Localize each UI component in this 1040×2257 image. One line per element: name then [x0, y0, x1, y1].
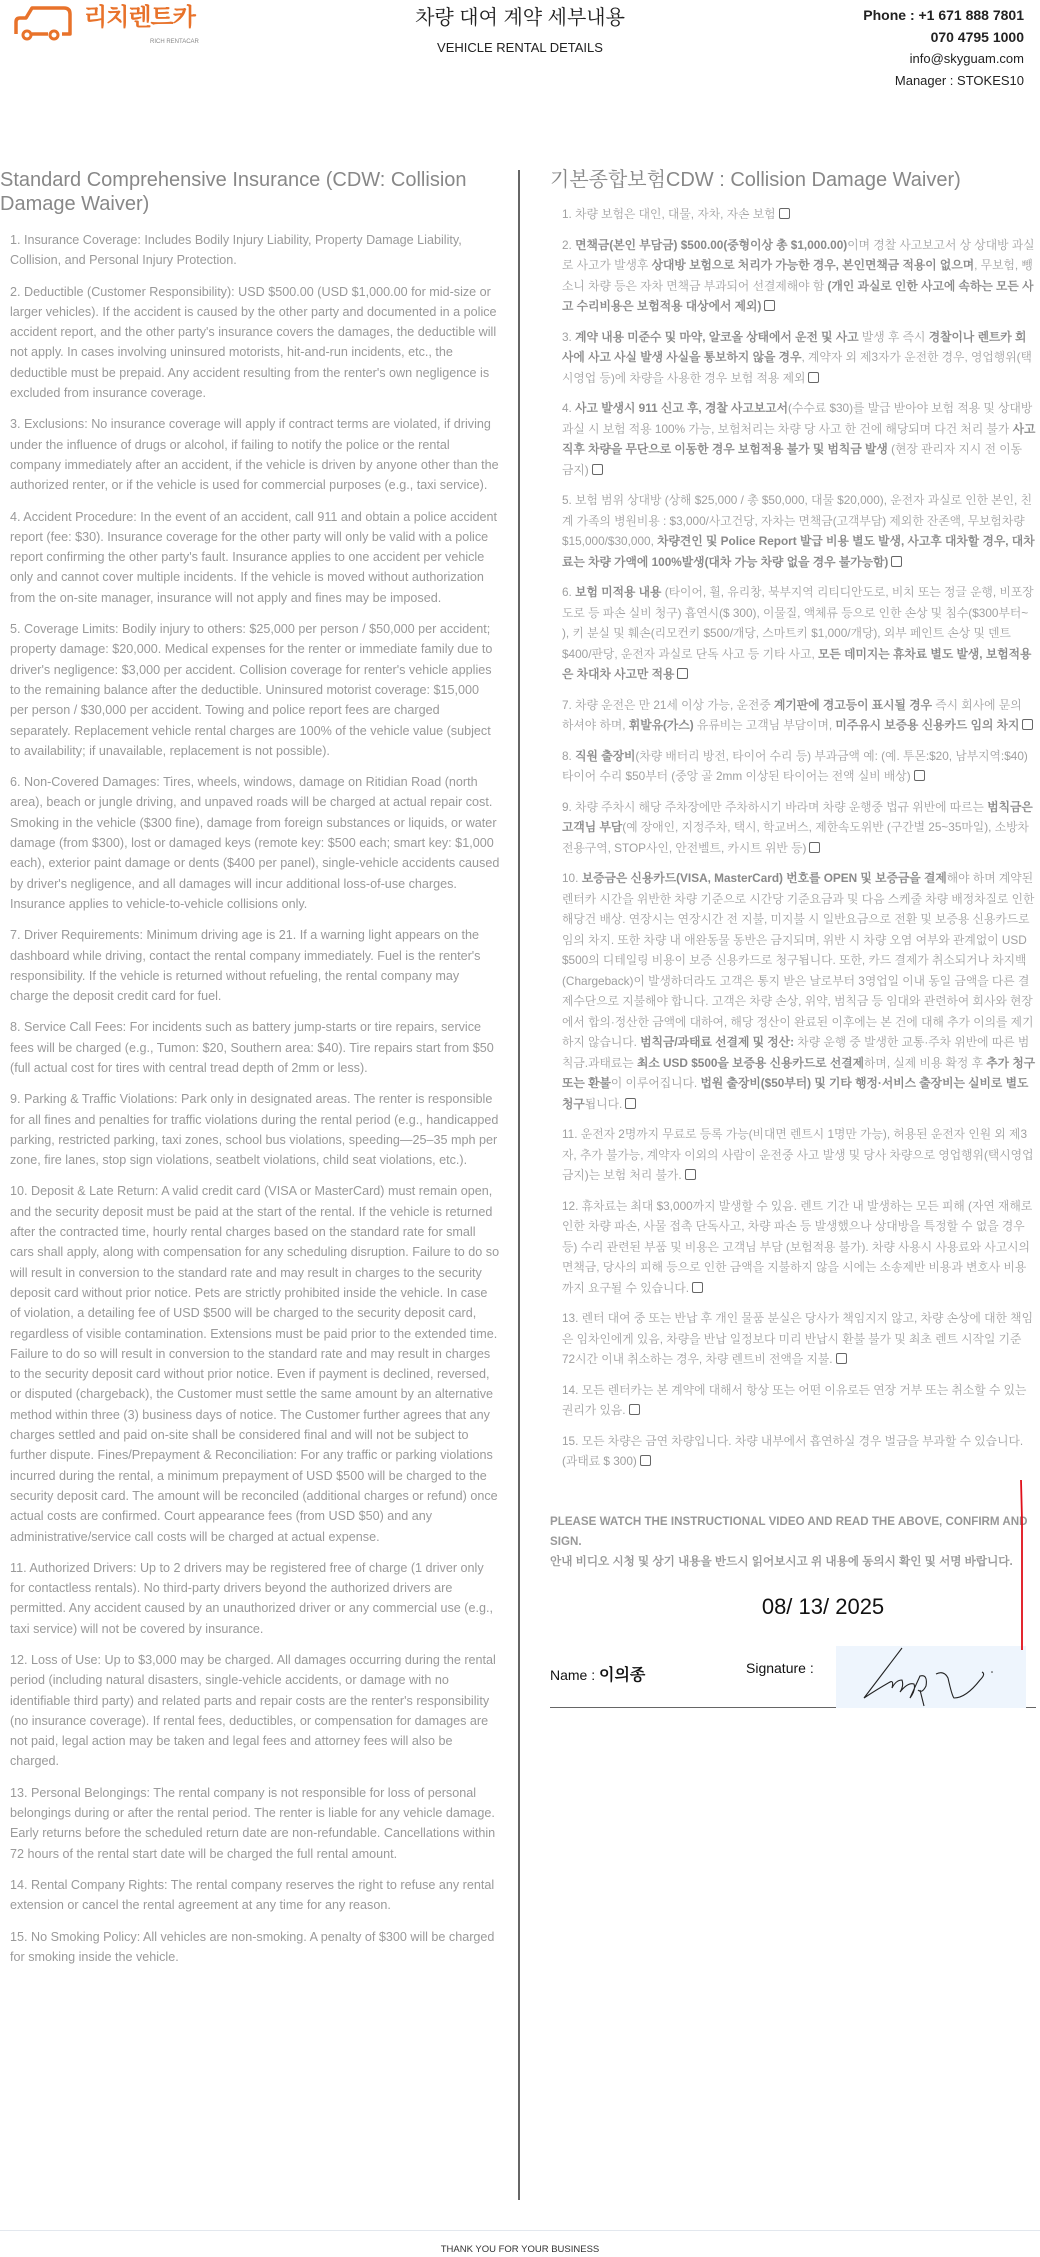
contract-date: 08/ 13/ 2025 — [761, 1593, 885, 1619]
term-text-segment: 추가 청구 또는 환불 — [562, 1055, 1036, 1090]
term-text-segment: 7. 차량 운전은 만 21세 이상 가능, 운전중 — [562, 697, 775, 712]
term-text-segment: 상대방 보험으로 처리가 가능한 경우, 본인면책금 적용이 없으며 — [651, 258, 975, 272]
logo-subtext: RICH RENTACAR — [150, 39, 199, 45]
term-text-segment: 보증금은 신용카드(VISA, MasterCard) 번호를 OPEN 및 보증금을 결제 — [581, 871, 947, 885]
term-text-segment: 발생 후 즉시 — [858, 329, 929, 344]
term-text-segment: 3. — [562, 329, 576, 344]
korean-term-item — [562, 1380, 1036, 1421]
term-text-segment: , 무보험, 뺑소니 차량 등은 자차 면책금 부과되어 선결제해야 함 — [562, 258, 1033, 293]
english-term-item: 11. Authorized Drivers: Up to 2 drivers may be registered free of charge (1 driver only for contactless rentals). No third-party drivers beyond the authorized drivers are permitted. Any accident caused by an unauthorized driver or any commercial use (e.g., taxi service) will not be covered by insurance. — [10, 1560, 494, 1636]
korean-term-item — [562, 746, 1036, 787]
term-text-segment: 직원 출장비 — [575, 748, 636, 763]
term-text-segment: (타이어, 휠, 유리창, 북부지역 리티디안도로, 비치 또는 정글 운행, 비포장도로 등 파손 실비 청구) 흡연시($ 300), 이물질, 액체류 등으로 인한 손상 및 침수($300부터~ ), 키 분실 및 훼손(리모컨키 $500/개당, 스마트키 $1,000/개당), 외부 페인트 손상 및 덴트 $400/판당, 운전자 과실로 단독 사고 등 기타 사고, — [562, 585, 1034, 661]
korean-term-item — [562, 582, 1036, 685]
term-text-segment: 4. — [562, 401, 576, 415]
agree-checkbox[interactable] — [764, 300, 775, 311]
term-text-segment: 사고 직후 차량을 무단으로 이동한 경우 보험적용 불가 및 범칙금 발생 — [562, 421, 1036, 456]
phone: Phone : +1 671 888 7801 — [863, 7, 1024, 23]
notice-korean: 안내 비디오 시청 및 상기 내용을 반드시 읽어보시고 위 내용에 동의시 확인 및 서명 바랍니다. — [550, 1554, 1013, 1568]
english-term-item: 13. Personal Belongings: The rental company is not responsible for loss of personal belongings during or after the rental period. The renter is liable for any vehicle damage. Early returns before the scheduled return date are non-refundable. Cancellations within 72 hours of the rental start date will be charged the full rental amount. — [10, 1785, 496, 1861]
phone-2: 070 4795 1000 — [930, 29, 1024, 45]
term-text-segment: 휘발유(가스) — [628, 718, 694, 732]
english-term-item: 12. Loss of Use: Up to $3,000 may be charged. All damages occurring during the rental period (including natural disasters, single-vehicle accidents, or damage with no identifiable third party) and related parts and repair costs are the renter's responsibility (no insurance coverage). If rental fees, deductibles, or compensation for damages are not paid, legal action may be taken and legal fees and attorney fees will also be charged. — [10, 1653, 496, 1769]
term-text-segment: 차량견인 및 Police Report 발급 비용 별도 발생, 사고후 대차할 경우, 대차료는 차량 가액에 100%발생(대차 가능 차량 없을 경우 불가능함) — [562, 534, 1035, 569]
term-text-segment: 최소 USD $500을 보증용 신용카드로 선결제 — [636, 1055, 865, 1070]
term-text-segment: 유류비는 고객님 부담이며, — [693, 718, 836, 732]
korean-term-item — [562, 797, 1036, 859]
term-text-segment: 이며 경찰 사고보고서 상 상대방 과실로 사고가 발생후 — [562, 237, 1035, 272]
term-text-segment: 2. — [562, 237, 576, 252]
name-field — [550, 1662, 645, 1685]
term-text-segment: 해야 하며 계약된 렌터카 시간을 위반한 차량 기준으로 시간당 기준요금과 및 다음 스케줄 차량 배정차질로 인한 해당건 배상. 연장시는 연장시간 전 지불, 미지불 시 일반요금으로 전환 및 보증용 신용카드로 임의 차지. 또한 차량 내 애완동물 동반은 금지되며, 위반 시 차량 오염 여부와 관계없이 USD $500의 디테일링 비용이 보증 신용카드로 청구됩니다. 또한, 카드 결제가 취소되거나 차지백(Chargeback)이 발생하더라도 고객은 통지 받은 날로부터 3영업일 이내 동일 금액을 다른 결제수단으로 지불해야 합니다. 고객은 차량 손상, 위약, 범칙금 등 임대와 관련하여 회사와 현장에서 합의·정산한 금액에 대하여, 해당 정산이 완료된 이후에는 본 건에 대해 추가 이의를 제기하지 않습니다. — [562, 871, 1035, 1049]
korean-term-item — [562, 490, 1036, 572]
term-text-segment: 법원 출장비($50부터) 및 기타 행정·서비스 출장비는 실비로 별도 청구 — [562, 1076, 1029, 1111]
english-term-item: 7. Driver Requirements: Minimum driving age is 21. If a warning light appears on the dashboard while driving, contact the rental company immediately. Fuel is the renter's responsibility. If the vehicle is returned without refueling, the rental company may charge the deposit credit card for fuel. — [10, 928, 481, 1004]
term-text-segment: 면책금(본인 부담금) $500.00(중형이상 총 $1,000.00) — [575, 237, 848, 252]
agree-checkbox[interactable] — [640, 1455, 651, 1466]
korean-term-item — [562, 1308, 1036, 1370]
term-text-segment: 11. 운전자 2명까지 무료로 등록 가능(비대면 렌트시 1명만 가능), 허용된 운전자 인원 외 제3자, 추가 불가능, 계약자 이외의 사람이 운전중 사고 발생 및 당사 차량으로 영업행위(택시영업금지)는 보험 처리 불가. — [562, 1127, 1034, 1182]
english-term-item: 15. No Smoking Policy: All vehicles are non-smoking. A penalty of $300 will be charged for smoking inside the vehicle. — [10, 1929, 495, 1964]
agree-checkbox[interactable] — [1022, 719, 1033, 730]
korean-terms — [550, 168, 1036, 1708]
english-term-item: 9. Parking & Traffic Violations: Park only in designated areas. The renter is responsible for all fines and penalties for traffic violations during the rental period (e.g., handicapped parking, restricted parking, taxi zones, school bus violations, speeding—25–35 mph per zone, fire lanes, stop sign violations, seatbelt violations, child seat violations, etc.). — [10, 1092, 499, 1168]
korean-term-item — [562, 398, 1036, 480]
term-text-segment: 12. 휴차료는 최대 $3,000까지 발생할 수 있음. 렌트 기간 내 발생하는 모든 피해 (자연 재해로 인한 차량 파손, 사물 접촉 단독사고, 차량 파손 등 발생했으나 상대방을 특정할 수 없을 경우 등) 수리 관련된 부품 및 비용은 고객님 부담 (보험적용 불가). 차량 사용시 사용료와 사고시의 면책금, 당사의 피해 등으로 인한 금액을 지불하지 않을 시에는 소송제반 비용과 변호사 비용까지 요구될 수 있습니다. — [562, 1198, 1033, 1295]
agree-checkbox[interactable] — [629, 1404, 640, 1415]
korean-term-item — [562, 868, 1036, 1114]
agree-checkbox[interactable] — [914, 770, 925, 781]
term-text-segment: 14. 모든 렌터카는 본 계약에 대해서 항상 또는 어떤 이유로든 연장 거부 또는 취소할 수 있는 권리가 있음. — [562, 1382, 1027, 1417]
pen-mark — [1020, 1480, 1023, 1650]
korean-term-item — [562, 204, 1036, 225]
term-text-segment: 보험 미적용 내용 — [575, 585, 662, 599]
term-text-segment: 범칙금/과태료 선결제 및 정산: — [640, 1035, 795, 1049]
english-terms — [0, 168, 500, 1978]
english-term-item: 10. Deposit & Late Return: A valid credit card (VISA or MasterCard) must remain open, and the security deposit must be paid at the start of the rental. If the vehicle is returned after the contracted time, hourly rental charges based on the standard rate for small cars shall apply, along with compensation for any scheduling disruption. Failure to do so will result in conversion to the standard rate and may result in charges to the security deposit card without prior notice. Pets are strictly prohibited inside the vehicle. In case of violation, a detailing fee of USD $500 will be charged to the security deposit card, regardless of visible contamination. Extensions must be paid prior to the extended time. Failure to do so will result in conversion to the standard rate and may result in charges to the security deposit card without prior notice. Even if payment is declined, reversed, or disputed (chargeback), the Customer must settle the same amount by an alternative method within three (3) business days of notice. The Customer further agrees that any charges settled and paid on-site shall be considered final and will not be subject to further dispute. Fines/Prepayment & Reconciliation: For any traffic or parking violations incurred during the rental, a minimum prepayment of USD $500 will be charged to the security deposit card. The amount will be reconciled (additional charges or refund) once actual costs are confirmed. Court appearance fees (from USD $50) and any administrative/service call costs will be charged at actual expense. — [10, 1184, 500, 1544]
korean-terms-title: 기본종합보험CDW : Collision Damage Waiver) — [550, 169, 961, 191]
term-text-segment: (차량 배터리 방전, 타이어 수리 등) 부과금액 예: (예. 투몬:$20, 남부지역:$40) 타이어 수리 $50부터 (중앙 골 2mm 이상된 타이어는 전액 실비 배상) — [562, 748, 1028, 783]
term-text-segment: 15. 모든 차량은 금연 차량입니다. 차량 내부에서 흡연하실 경우 벌금을 부과할 수 있습니다. (과태료 $ 300) — [562, 1433, 1024, 1468]
english-term-item: 3. Exclusions: No insurance coverage will apply if contract terms are violated, if driving under the influence of drugs or alcohol, if failing to notify the police or the rental company immediately after an accident, if the vehicle is driven by anyone other than the authorized renter, or if the vehicle is used for commercial purposes (e.g., taxi service). — [10, 417, 499, 493]
name-value: 이의종 — [599, 1666, 646, 1684]
agree-checkbox[interactable] — [592, 464, 603, 475]
footer-divider — [0, 2230, 1040, 2231]
agree-checkbox[interactable] — [625, 1098, 636, 1109]
term-text-segment: (현장 관리자 지시 전 이동 금지) — [562, 442, 1023, 477]
english-term-item: 4. Accident Procedure: In the event of an accident, call 911 and obtain a police accident report (fee: $30). Insurance coverage for the other party will only be valid with a police report confirming the other party's fault. Insurance applies to one accident per vehicle only and cannot cover multiple incidents. If the vehicle is moved without authorization from the on-site manager, insurance will not apply and fines may be imposed. — [10, 509, 498, 605]
english-terms-list — [0, 230, 500, 1967]
term-text-segment: 모든 데미지는 휴차료 별도 발생, 보험적용은 차대차 사고만 적용 — [562, 646, 1032, 681]
term-text-segment: 10. — [562, 871, 582, 885]
term-text-segment: 8. — [562, 748, 576, 763]
term-text-segment: (수수료 $30)를 발급 받아야 보험 적용 및 상대방 과실 시 보험 적용 100% 가능, 보험처리는 차량 당 사고 한 건에 해당되며 다건 처리 불가 — [562, 401, 1033, 436]
term-text-segment: 하며, 실제 비용 확정 후 — [864, 1055, 987, 1070]
manager: Manager : STOKES10 — [894, 73, 1024, 88]
header — [0, 0, 1040, 100]
term-text-segment: 5. 보험 범위 상대방 (상해 $25,000 / 총 $50,000, 대물 $20,000), 운전자 과실로 인한 본인, 친계 가족의 병원비용 : $3,000/사고건당, 자차는 면책금(고객부담) 제외한 잔존액, 무보험차량 $15,000/$30,000, — [562, 493, 1033, 548]
term-text-segment: 범칙금은 고객님 부담 — [562, 799, 1033, 834]
signature-pad[interactable] — [836, 1646, 1026, 1708]
english-term-item: 6. Non-Covered Damages: Tires, wheels, windows, damage on Ritidian Road (north area), beach or jungle driving, and unpaved roads will be charged at actual repair cost. Smoking in the vehicle ($300 fine), damage from foreign substances or liquids, or water damage (from $300), lost or damaged keys (remote key: $500 each; smart key: $1,000 each), exterior paint damage or dents ($400 per panel), single-vehicle accidents caused by driver's negligence, and all damages will incur additional loss-of-use charges. Insurance applies to vehicle-to-vehicle collisions only. — [10, 775, 500, 911]
agree-checkbox[interactable] — [836, 1353, 847, 1364]
term-text-segment: , 계약자 외 제3자가 운전한 경우, 영업행위(택시영업 등)에 차량을 사용한 경우 보험 적용 제외 — [562, 350, 1032, 385]
korean-term-item — [562, 1431, 1036, 1472]
term-text-segment: 1. 차량 보험은 대인, 대물, 자차, 자손 보험 — [562, 207, 776, 221]
term-text-segment: 미주유시 보증용 신용카드 임의 차지 — [835, 718, 1020, 732]
term-text-segment: 13. 렌터 대여 중 또는 반납 후 개인 물품 분실은 당사가 책임지지 않고, 차량 손상에 대한 책임은 임차인에게 있음, 차량을 반납 일정보다 미리 반납시 환불 불가 및 최초 렌트 시작일 기준 72시간 이내 취소하는 경우, 차량 렌트비 전액을 지불. — [562, 1311, 1033, 1366]
signature-label: Signature : — [746, 1659, 814, 1676]
korean-term-item — [562, 235, 1036, 317]
term-text-segment: 차량 운행 중 발생한 교통·주차 위반에 따른 범칙금.과태료는 — [562, 1035, 1030, 1070]
agree-checkbox[interactable] — [891, 556, 902, 567]
english-term-item: 14. Rental Company Rights: The rental company reserves the right to refuse any rental extension or cancel the rental agreement at any time for any reason. — [10, 1877, 495, 1913]
agree-checkbox[interactable] — [692, 1282, 703, 1293]
term-text-segment: 됩니다. — [584, 1096, 623, 1111]
term-text-segment: 이 이루어집니다. — [610, 1076, 701, 1090]
term-text-segment: 사고 발생시 911 신고 후, 경찰 사고보고서 — [575, 401, 789, 415]
term-text-segment: 경찰이나 렌트카 회사에 사고 사실 발생 사실을 통보하지 않을 경우 — [562, 329, 1027, 364]
english-term-item: 8. Service Call Fees: For incidents such as battery jump-starts or tire repairs, service fees will be charged (e.g., Tumon: $20, Southern area: $40). Tire repairs start from $50 (full actual cost for tires with central tread depth of 2mm or less). — [10, 1020, 494, 1075]
term-text-segment: 계기판에 경고등이 표시될 경우 — [774, 697, 932, 712]
agree-checkbox[interactable] — [809, 842, 820, 853]
signature-image — [836, 1646, 1026, 1708]
page-title: 차량 대여 계약 세부내용 — [415, 7, 625, 29]
footer-text: THANK YOU FOR YOUR BUSINESS — [440, 2244, 600, 2255]
korean-term-item — [562, 1124, 1036, 1186]
english-term-item: 2. Deductible (Customer Responsibility): USD $500.00 (USD $1,000.00 for mid-size or larger vehicles). If the accident is caused by the other party and documented in a police accident report, and the other party's insurance covers the damages, the deductible will not apply. In cases involving uninsured motorists, hit-and-run incidents, etc., the deductible must be prepaid. Any accident resulting from the renter's own negligence is excluded from insurance coverage. — [10, 284, 497, 401]
notice-english: PLEASE WATCH THE INSTRUCTIONAL VIDEO AND READ THE ABOVE, CONFIRM AND SIGN. — [550, 1514, 1028, 1548]
korean-term-item — [562, 1196, 1036, 1299]
term-text-segment: 계약 내용 미준수 및 마약, 알코올 상태에서 운전 및 사고 — [575, 329, 859, 344]
agree-checkbox[interactable] — [685, 1169, 696, 1180]
term-text-segment: 9. 차량 주차시 해당 주차장에만 주차하시기 바라며 차량 운행중 법규 위반에 따르는 — [562, 799, 988, 814]
agree-checkbox[interactable] — [779, 208, 790, 219]
page-subtitle: VEHICLE RENTAL DETAILS — [437, 40, 603, 55]
english-term-item: 1. Insurance Coverage: Includes Bodily Injury Liability, Property Damage Liability, Collision, and Personal Injury Protection. — [10, 233, 462, 268]
logo-text: 리치렌트카 — [84, 4, 195, 31]
korean-term-item — [562, 695, 1036, 736]
name-label: Name : — [550, 1666, 600, 1683]
signature-row — [550, 1642, 1036, 1708]
english-terms-title: Standard Comprehensive Insurance (CDW: Collision Damage Waiver) — [0, 169, 467, 215]
term-text-segment: (개인 과실로 인한 사고에 속하는 모든 사고 수리비용은 보험적용 대상에서 제외) — [562, 278, 1034, 313]
email: info@skyguam.com — [909, 51, 1024, 66]
korean-term-item — [562, 327, 1036, 389]
agree-checkbox[interactable] — [808, 372, 819, 383]
contact-info — [863, 4, 1024, 92]
korean-terms-list — [550, 204, 1036, 1472]
term-text-segment: (예 장애인, 지정주차, 택시, 학교버스, 제한속도위반 (구간별 25~35마일), 소방차전용구역, STOP사인, 안전벨트, 카시트 위반 등) — [562, 820, 1029, 855]
agree-checkbox[interactable] — [677, 668, 688, 679]
english-term-item: 5. Coverage Limits: Bodily injury to others: $25,000 per person / $50,000 per accident; property damage: $20,000. Medical expenses for the renter or immediate family due to driver's negligence: $3,000 per accident. Collision coverage for renter's vehicle applies to the remaining balance after the deductible. Uninsured motorist coverage: $15,000 per person / $30,000 per accident. Towing and police report fees are charged separately. Replacement vehicle rental charges are 100% of the vehicle value (subject to availability; if unavailable, replacement is not possible). — [10, 622, 493, 758]
column-divider — [518, 170, 520, 2200]
term-text-segment: 6. — [562, 585, 576, 599]
term-text-segment: 즉시 회사에 문의 하셔야 하며, — [562, 697, 1022, 732]
